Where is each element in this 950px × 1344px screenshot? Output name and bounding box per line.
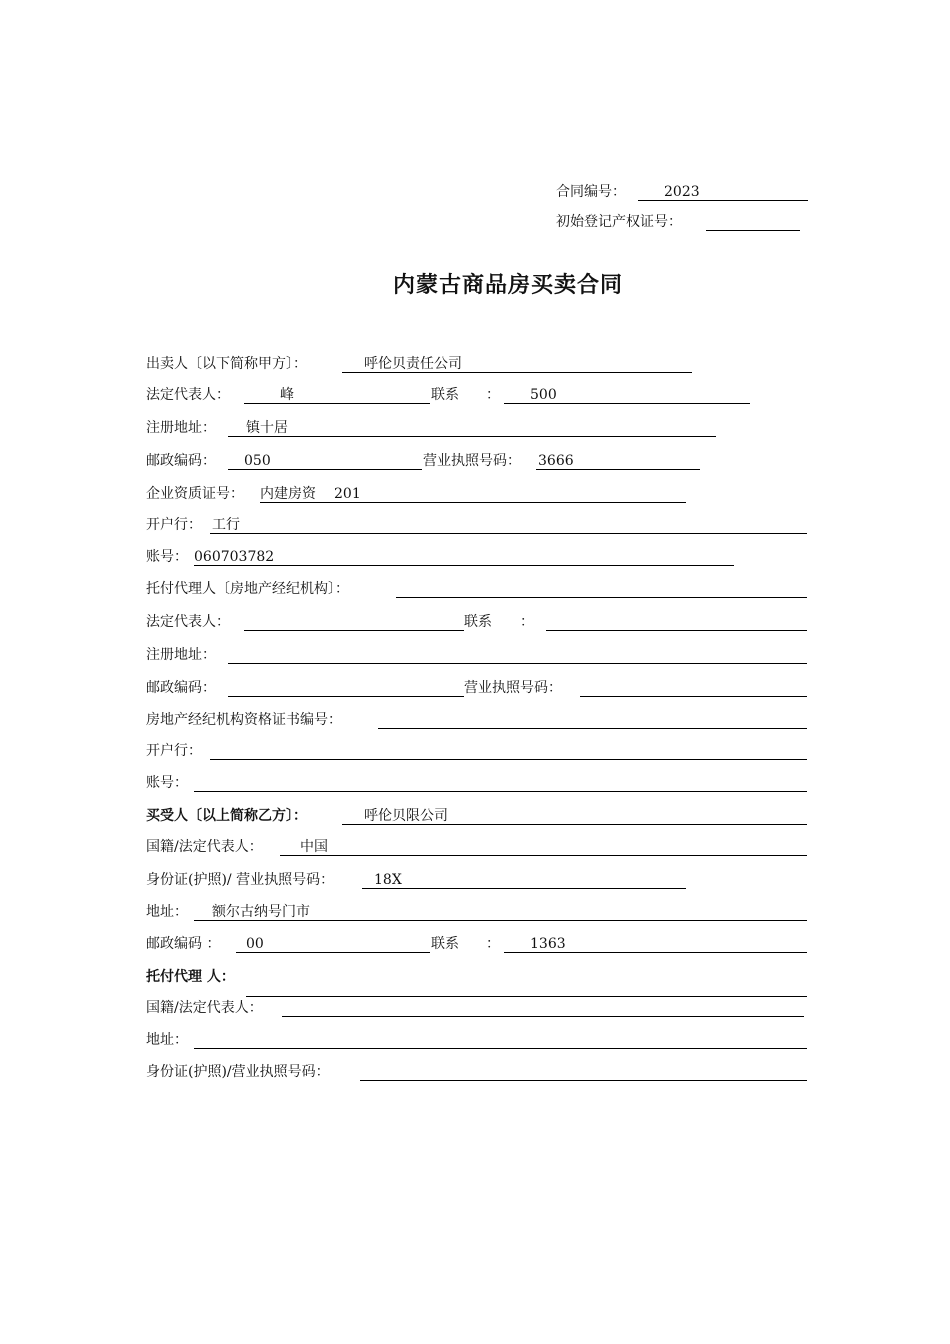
buyer-nationality-label: 国籍/法定代表人： xyxy=(146,839,263,855)
buyer-postcode-value: 00 xyxy=(246,936,264,952)
seller-reg-address-label: 注册地址： xyxy=(146,420,216,436)
seller-agent-bank-label: 开户行： xyxy=(146,743,202,759)
seller-field[interactable] xyxy=(342,353,692,373)
buyer-contact-label: 联系 xyxy=(431,936,459,952)
buyer-postcode-label: 邮政编码 ： xyxy=(146,936,221,952)
buyer-contact-field[interactable] xyxy=(504,933,807,953)
seller-value: 呼伦贝责任公司 xyxy=(364,356,462,372)
seller-agent-account-field[interactable] xyxy=(194,772,807,792)
seller-agent-legal-rep-label: 法定代表人： xyxy=(146,614,230,630)
buyer-contact-value: 1363 xyxy=(530,936,566,952)
seller-qualification-value-2: 201 xyxy=(334,486,361,502)
buyer-postcode-field[interactable] xyxy=(236,933,430,953)
seller-reg-address-value: 镇十居 xyxy=(246,420,288,436)
contract-number-field[interactable] xyxy=(638,181,808,201)
seller-license-field[interactable] xyxy=(536,450,700,470)
seller-agent-contact-field[interactable] xyxy=(546,611,807,631)
buyer-field[interactable] xyxy=(342,805,807,825)
seller-contact-colon: ： xyxy=(486,387,500,403)
seller-account-field[interactable] xyxy=(194,546,734,566)
buyer-value: 呼伦贝限公司 xyxy=(364,808,448,824)
seller-agent-legal-rep-field[interactable] xyxy=(244,611,464,631)
seller-agent-postcode-field[interactable] xyxy=(228,677,464,697)
buyer-address-label: 地址： xyxy=(146,904,188,920)
buyer-agent-id-field[interactable] xyxy=(360,1061,807,1081)
buyer-agent-address-label: 地址： xyxy=(146,1032,188,1048)
buyer-id-value: 18X xyxy=(374,872,402,888)
seller-postcode-label: 邮政编码： xyxy=(146,453,216,469)
buyer-agent-label: 托付代理 人： xyxy=(146,969,235,985)
seller-agent-account-label: 账号： xyxy=(146,775,188,791)
buyer-agent-id-label: 身份证(护照)/营业执照号码： xyxy=(146,1064,330,1080)
buyer-agent-address-field[interactable] xyxy=(194,1029,807,1049)
seller-contact-value: 500 xyxy=(530,387,557,403)
initial-cert-label: 初始登记产权证号： xyxy=(556,214,682,230)
seller-legal-rep-field[interactable] xyxy=(244,384,430,404)
seller-qualification-value-1: 内建房资 xyxy=(260,486,316,502)
contract-number-label: 合同编号： xyxy=(556,184,626,200)
seller-account-value: 060703782 xyxy=(194,549,275,565)
seller-agent-reg-address-label: 注册地址： xyxy=(146,647,216,663)
contract-number-value: 2023 xyxy=(664,184,700,200)
seller-agent-license-field[interactable] xyxy=(580,677,807,697)
buyer-id-label: 身份证(护照)/ 营业执照号码： xyxy=(146,872,335,888)
buyer-address-value: 额尔古纳号门市 xyxy=(212,904,310,920)
seller-agent-field[interactable] xyxy=(396,578,807,598)
seller-agent-reg-address-field[interactable] xyxy=(228,644,807,664)
seller-account-label: 账号： xyxy=(146,549,188,565)
buyer-nationality-field[interactable] xyxy=(280,836,807,856)
buyer-agent-nationality-label: 国籍/法定代表人： xyxy=(146,1000,263,1016)
buyer-id-field[interactable] xyxy=(362,869,686,889)
seller-license-value: 3666 xyxy=(538,453,574,469)
seller-agent-contact-label: 联系 xyxy=(464,614,492,630)
buyer-label: 买受人〔以上简称乙方〕： xyxy=(146,808,307,824)
seller-bank-field[interactable] xyxy=(210,514,807,534)
seller-bank-label: 开户行： xyxy=(146,517,202,533)
buyer-address-field[interactable] xyxy=(194,901,807,921)
seller-legal-rep-value: 峰 xyxy=(280,387,294,403)
seller-agent-broker-cert-field[interactable] xyxy=(378,709,807,729)
seller-bank-value: 工行 xyxy=(212,517,240,533)
seller-label: 出卖人〔以下简称甲方〕： xyxy=(146,356,307,372)
seller-agent-contact-colon: ： xyxy=(520,614,534,630)
seller-qualification-label: 企业资质证号： xyxy=(146,486,244,502)
seller-agent-postcode-label: 邮政编码： xyxy=(146,680,216,696)
seller-agent-bank-field[interactable] xyxy=(210,740,807,760)
seller-agent-license-label: 营业执照号码： xyxy=(464,680,562,696)
seller-contact-field[interactable] xyxy=(504,384,750,404)
buyer-contact-colon: ： xyxy=(486,936,500,952)
buyer-agent-nationality-field[interactable] xyxy=(282,997,804,1017)
seller-reg-address-field[interactable] xyxy=(228,417,716,437)
seller-postcode-value: 050 xyxy=(244,453,271,469)
seller-agent-broker-cert-label: 房地产经纪机构资格证书编号： xyxy=(146,712,342,728)
seller-license-label: 营业执照号码： xyxy=(423,453,521,469)
document-title: 内蒙古商品房买卖合同 xyxy=(392,272,623,298)
seller-contact-label: 联系 xyxy=(431,387,459,403)
seller-legal-rep-label: 法定代表人： xyxy=(146,387,230,403)
seller-postcode-field[interactable] xyxy=(228,450,422,470)
initial-cert-field[interactable] xyxy=(706,211,800,231)
seller-qualification-field[interactable] xyxy=(260,483,686,503)
buyer-nationality-value: 中国 xyxy=(300,839,328,855)
seller-agent-label: 托付代理人〔房地产经纪机构〕： xyxy=(146,581,349,597)
